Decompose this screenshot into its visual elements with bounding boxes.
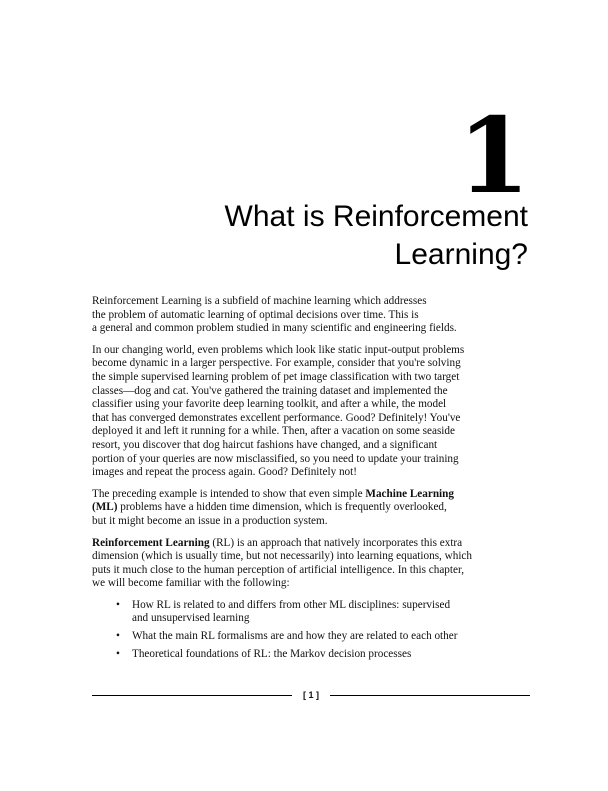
text-run: problems have a hidden time dimension, which is frequently overlooked,: [117, 501, 447, 514]
bullet-icon: •: [116, 630, 120, 643]
paragraph-intro: [92, 295, 524, 336]
page-footer: [92, 688, 530, 702]
text-line: [92, 501, 524, 515]
chapter-title-line: What is Reinforcement: [224, 200, 528, 233]
paragraph-rl-definition: [92, 537, 524, 591]
paragraph-example: [92, 344, 524, 480]
text-line: In our changing world, even problems which look like static input-output problems: [92, 343, 465, 356]
text-line: we will become familiar with the following:: [92, 577, 290, 590]
text-line: puts it much close to the human perception of artificial intelligence. In this chapter,: [92, 563, 465, 576]
bullet-icon: •: [116, 647, 120, 660]
text-line: Reinforcement Learning is a subfield of machine learning which addresses: [92, 295, 427, 307]
chapter-number: 1: [457, 94, 530, 217]
text-line: How RL is related to and differs from other ML disciplines: supervised: [132, 598, 451, 611]
text-line: but it might become an issue in a production system.: [92, 514, 328, 527]
list-item: [92, 648, 524, 662]
bullet-icon: •: [116, 598, 120, 611]
text-line: [92, 488, 524, 502]
chapter-body: [92, 295, 524, 665]
paragraph-time-dimension: [92, 488, 524, 529]
bold-term: (ML): [92, 501, 118, 514]
bold-term: Machine Learning: [365, 487, 454, 500]
text-line: dimension (which is usually time, but not necessarily) into learning equations, which: [92, 550, 472, 563]
topic-list: [92, 599, 524, 661]
text-run: (RL) is an approach that natively incorporates this extra: [209, 536, 463, 549]
text-run: The preceding example is intended to show that even simple: [92, 487, 366, 500]
footer-rule: [330, 695, 530, 696]
bold-term: Reinforcement Learning: [92, 536, 210, 549]
text-line: deployed it and left it running for a while. Then, after a vacation on some seaside: [92, 425, 455, 438]
text-line: a general and common problem studied in many scientific and engineering fields.: [92, 322, 457, 335]
text-line: [92, 537, 524, 551]
text-line: the simple supervised learning problem of pet image classification with two target: [92, 370, 460, 383]
text-line: What the main RL formalisms are and how they are related to each other: [132, 630, 458, 643]
page-number: [ 1 ]: [302, 690, 319, 700]
text-line: and unsupervised learning: [132, 612, 250, 625]
text-line: images and repeat the process again. Good? Definitely not!: [92, 466, 357, 479]
text-line: that has converged demonstrates excellent performance. Good? Definitely! You've: [92, 411, 461, 424]
list-item: [92, 599, 524, 626]
list-item: [92, 630, 524, 644]
text-line: Theoretical foundations of RL: the Markov decision processes: [132, 647, 412, 660]
text-line: portion of your queries are now misclassified, so you need to update your training: [92, 452, 459, 465]
chapter-title: [88, 198, 528, 274]
text-line: the problem of automatic learning of optimal decisions over time. This is: [92, 308, 419, 321]
text-line: classes—dog and cat. You've gathered the training dataset and implemented the: [92, 384, 448, 397]
text-line: become dynamic in a larger perspective. For example, consider that you're solving: [92, 357, 461, 370]
text-line: resort, you discover that dog haircut fashions have changed, and a significant: [92, 438, 438, 451]
chapter-title-line: Learning?: [394, 238, 528, 271]
text-line: classifier using your favorite deep learning toolkit, and after a while, the model: [92, 398, 447, 411]
